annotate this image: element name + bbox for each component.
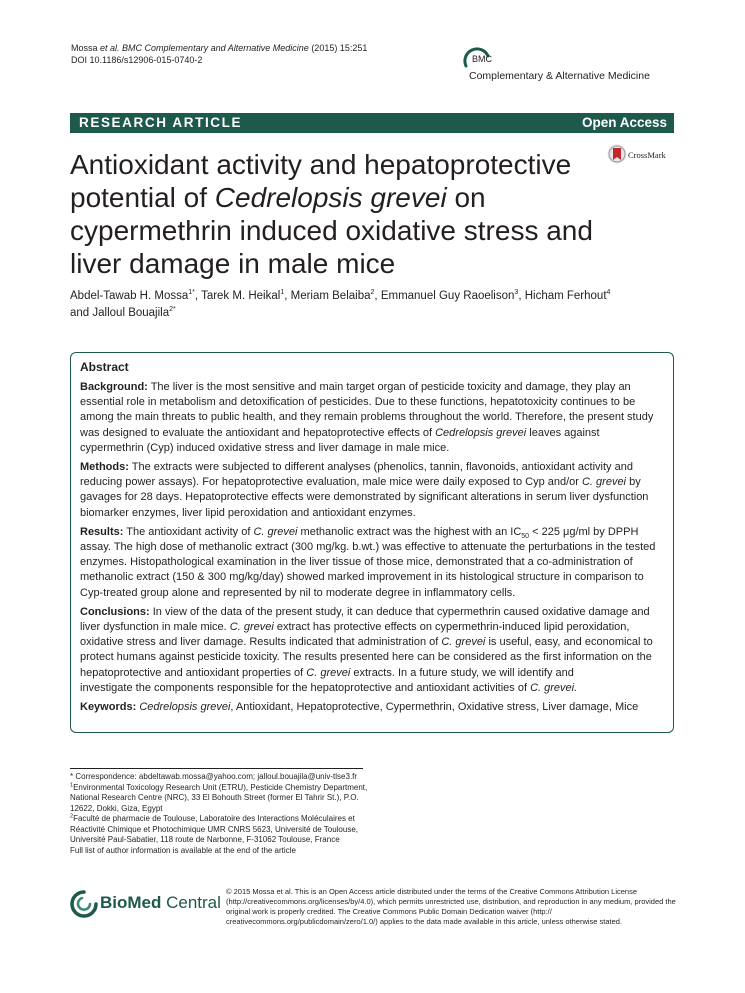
author[interactable]: Abdel-Tawab H. Mossa$^{1*}$ — [70, 289, 195, 302]
background-label: Background: — [80, 381, 148, 393]
methods-label: Methods: — [80, 461, 129, 474]
doi: DOI 10.1186/s12906-015-0740-2 — [71, 55, 203, 65]
author[interactable]: Emmanuel Guy Raoelison$^3$ — [380, 289, 519, 302]
author-list: Abdel-Tawab H. Mossa$^{1*}$, Tarek M. Heikal$^1$, Meriam Belaiba$^2$, Emmanuel Guy Raoelison$^3$, Hicham Ferhout$^4$ and Jalloul Bouajila$^{2*}$ — [70, 289, 611, 319]
author[interactable]: Hicham Ferhout$^4$ — [524, 289, 611, 302]
article-title — [70, 148, 610, 280]
conclusions-label: Conclusions: — [80, 605, 150, 618]
crossmark-badge[interactable] — [607, 143, 677, 167]
journal-logo — [462, 44, 677, 84]
affiliation-2: $^2$Faculté de pharmacie de Toulouse, Laboratoire des Interactions Moléculaires et Réactivité Chimique et Photochimique UMR CNRS 5623, Université de Toulouse, Université Paul-Sabatier, 118 route de Narbonne, F-31062 Toulouse, France — [70, 813, 358, 844]
publisher-name: BioMed Central — [100, 893, 221, 912]
author[interactable]: Jalloul Bouajila$^{2*}$ — [92, 306, 176, 319]
author[interactable]: Meriam Belaiba$^2$ — [290, 289, 375, 302]
author-info-note: Full list of author information is available at the end of the article — [70, 845, 296, 855]
authors-and: and — [70, 307, 93, 319]
running-head — [71, 42, 367, 66]
abstract-conclusions: Conclusions: In view of the data of the present study, it can deduce that cypermethrin caused oxidative damage and liver dysfunction in male mice. C. grevei extract has protective effects on cypermethrin-induced lipid peroxidation, oxidative stress and liver damage. Results indicated that administration of C. grevei is useful, easy, and economical to protect humans against pesticide toxicity. The results presented here can be considered as the first information on the hepatoprotective and antioxidant properties of C. grevei extracts. In a future study, we will identify and investigate the components responsible for the hepatoprotective and antioxidant activities of C. grevei. — [80, 605, 653, 694]
author[interactable]: Tarek M. Heikal$^1$ — [201, 289, 285, 302]
title-part2: on cypermethrin induced oxidative stress and liver damage in male mice — [70, 182, 593, 279]
title-species: Cedrelopsis grevei — [214, 182, 447, 213]
open-access-label: Open Access — [581, 115, 667, 130]
abstract-background: Background: The liver is the most sensitive and main target organ of pesticide toxicity and damage, they play an essential role in metabolism and detoxification of pesticides. Due to these functions, hepatotoxicity continues to be among the main threats to public health, and they remain problems throughout the world. Therefore, the present study was designed to evaluate the antioxidant and hepatoprotective effects of Cedrelopsis grevei leaves against cypermethrin (Cyp) induced oxidative stress and liver damage in male mice. — [80, 381, 654, 454]
citation-journal: BMC Complementary and Alternative Medicine — [122, 43, 309, 53]
citation-year-volume: (2015) 15:251 — [311, 43, 368, 53]
license-text: © 2015 Mossa et al. This is an Open Access article distributed under the terms of the Creative Commons Attribution License (http://creativecommons.org/licenses/by/4.0), which permits unrestricted use, distribution, and reproduction in any medium, provided the original work is properly credited. The Creative Commons Public Domain Dedication waiver (http:// creativecommons.org/publicdomain/zero/1.0/) applies to the data made available in this article, unless otherwise stated. — [226, 887, 676, 926]
abstract-keywords: Keywords: Cedrelopsis grevei, Antioxidant, Hepatoprotective, Cypermethrin, Oxidative stress, Liver damage, Mice — [80, 701, 639, 714]
abstract-box — [70, 352, 674, 733]
keywords-label: Keywords: — [80, 701, 137, 714]
results-label: Results: — [80, 525, 124, 538]
citation-line — [71, 42, 367, 54]
correspondence-note: * Correspondence: abdeltawab.mossa@yahoo.com; jalloul.bouajila@univ-tlse3.fr — [70, 772, 358, 781]
article-type-label: RESEARCH ARTICLE — [79, 115, 243, 130]
affiliation-1: $^1$Environmental Toxicology Research Unit (ETRU), Pesticide Chemistry Department, National Research Centre (NRC), 33 El Bohouth Street (former El Tahrir St.), P.O. 12622, Dokki, Giza, Egypt — [70, 781, 368, 813]
citation-authors: Mossa — [71, 43, 101, 53]
abstract-methods: Methods: The extracts were subjected to different analyses (phenolics, tannin, flavonoids, antioxidant activity and reducing power assays). For hepatoprotective evaluation, male mice were daily exposed to Cyp and/or C. grevei by gavages for 28 days. Hepatoprotective effects were demonstrated by significant alterations in serum liver dysfunction biomarker enzymes, liver lipid peroxidation and antioxidant enzymes. — [80, 461, 649, 519]
abstract-heading: Abstract — [80, 360, 129, 374]
abstract-results: Results: The antioxidant activity of C. grevei methanolic extract was the highest with an $IC_{50} < 225$ μg/ml by DPPH assay. The high dose of methanolic extract (300 mg/kg. b.wt.) was effective to attenuate the perturbations in the tested enzymes. Histopathological examination in the liver tissue of those mice, demonstrated that a co-administration of methanolic extract (150 & 300 mg/kg/day) showed marked improvement in its histological structure in comparison to Cyp-treated group alone and represented by nil to moderate degree in inflammatory cells. — [80, 525, 656, 599]
crossmark-icon — [607, 143, 627, 165]
article-type-banner — [70, 113, 674, 133]
crossmark-label: CrossMark — [628, 150, 666, 160]
citation-etal: et al. — [100, 43, 120, 53]
journal-logo-bmc: BMC — [472, 54, 492, 64]
title-part1: Antioxidant activity and hepatoprotective potential of — [70, 149, 572, 213]
footnote-divider — [70, 768, 363, 769]
footnotes — [70, 772, 370, 856]
journal-logo-name: Complementary & Alternative Medicine — [469, 70, 650, 82]
publisher-logo — [70, 889, 220, 919]
biomed-central-icon — [70, 889, 98, 919]
